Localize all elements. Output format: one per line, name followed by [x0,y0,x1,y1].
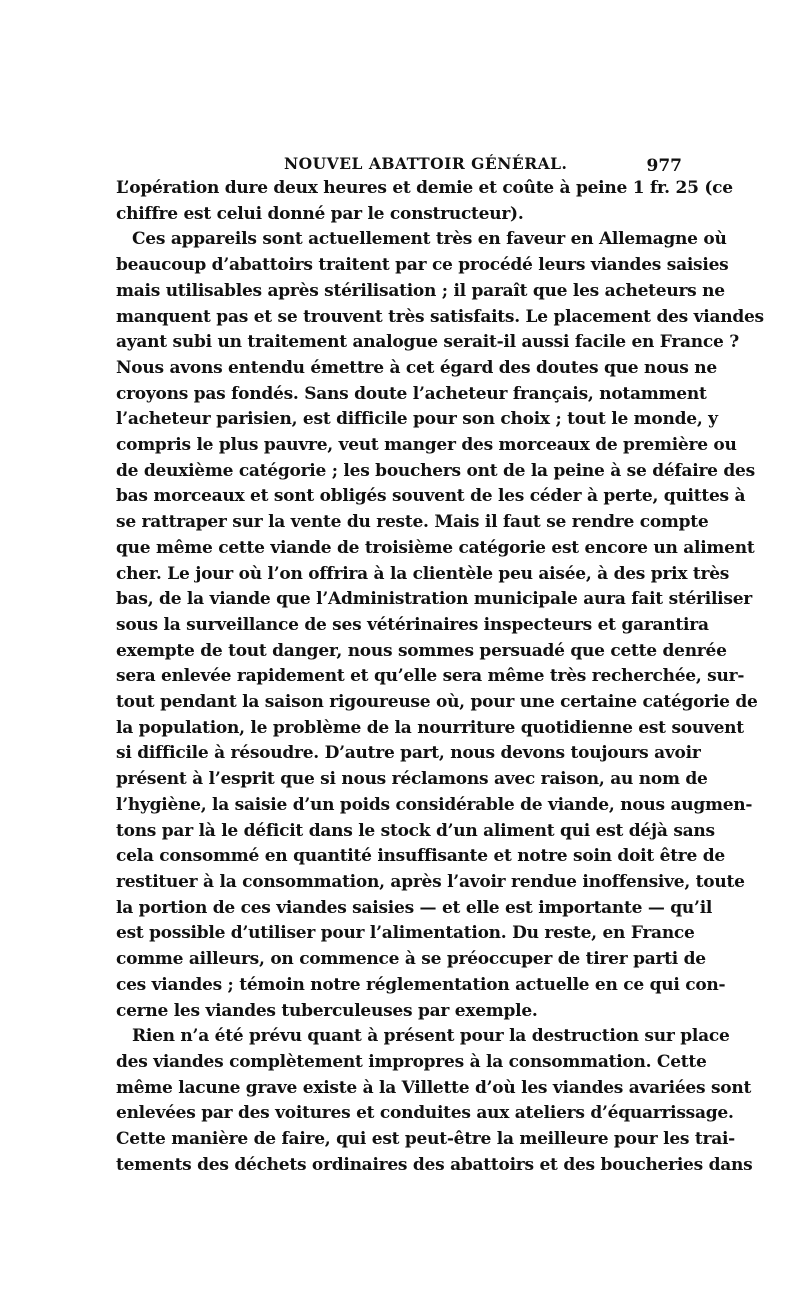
text-line: L’opération dure deux heures et demie et coûte à peine 1 fr. 25 (ce [116,178,733,198]
text-line: croyons pas fondés. Sans doute l’acheteur français, notamment [116,383,707,404]
page-number: 977 [646,156,682,176]
text-line: est possible d’utiliser pour l’alimentation. Du reste, en France [116,923,695,944]
text-line: tons par là le déficit dans le stock d’un aliment qui est déjà sans [116,820,715,841]
text-line: exempte de tout danger, nous sommes persuadé que cette denrée [116,640,727,661]
text-line: l’acheteur parisien, est difficile pour son choix ; tout le monde, y [116,409,718,430]
text-line: ces viandes ; témoin notre réglementation actuelle en ce qui con- [116,974,726,995]
text-line: enlevées par des voitures et conduites aux ateliers d’équarrissage. [116,1103,734,1124]
text-line: ayant subi un traitement analogue serait-il aussi facile en France ? [116,332,739,353]
text-line: restituer à la consommation, après l’avoir rendue inoffensive, toute [116,871,745,892]
text-line: l’hygiène, la saisie d’un poids considérable de viande, nous augmen- [116,794,753,815]
text-line: même lacune grave existe à la Villette d’où les viandes avariées sont [116,1077,752,1098]
text-line: tements des déchets ordinaires des abattoirs et des boucheries dans [116,1154,753,1175]
text-line: cher. Le jour où l’on offrira à la clientèle peu aisée, à des prix très [116,563,730,584]
text-line: compris le plus pauvre, veut manger des morceaux de première ou [116,435,737,456]
text-line: cerne les viandes tuberculeuses par exemple. [116,1000,538,1021]
text-line: de deuxième catégorie ; les bouchers ont de la peine à se défaire des [116,460,755,481]
text-line: la population, le problème de la nourriture quotidienne est souvent [116,717,744,738]
text-line: bas morceaux et sont obligés souvent de les céder à perte, quittes à [116,486,746,507]
text-line: cela consommé en quantité insuffisante et notre soin doit être de [116,846,725,867]
text-line: présent à l’esprit que si nous réclamons avec raison, au nom de [116,769,708,790]
body-text [116,176,764,1178]
text-line: bas, de la viande que l’Administration municipale aura fait stériliser [116,589,752,610]
text-line: sera enlevée rapidement et qu’elle sera même très recherchée, sur- [116,666,745,687]
text-line: chiffre est celui donné par le constructeur). [116,203,524,224]
running-title: NOUVEL ABATTOIR GÉNÉRAL. [284,154,568,173]
text-line: comme ailleurs, on commence à se préoccuper de tirer parti de [116,949,706,970]
text-line: la portion de ces viandes saisies — et elle est importante — qu’il [116,897,713,918]
text-line: sous la surveillance de ses vétérinaires inspecteurs et garantira [116,614,709,635]
text-line: Cette manière de faire, qui est peut-être la meilleure pour les trai- [116,1129,735,1150]
page-header [116,146,686,176]
text-line: si difficile à résoudre. D’autre part, nous devons toujours avoir [116,743,701,764]
text-line: se rattraper sur la vente du reste. Mais il faut se rendre compte [116,512,709,533]
text-line: que même cette viande de troisième catégorie est encore un aliment [116,537,755,558]
text-line: mais utilisables après stérilisation ; il paraît que les acheteurs ne [116,280,725,301]
text-line: Rien n’a été prévu quant à présent pour la destruction sur place [132,1026,730,1047]
text-line: tout pendant la saison rigoureuse où, pour une certaine catégorie de [116,692,758,713]
text-line: beaucoup d’abattoirs traitent par ce procédé leurs viandes saisies [116,255,729,276]
book-page [116,146,764,1178]
text-line: Nous avons entendu émettre à cet égard des doutes que nous ne [116,357,717,378]
text-line: Ces appareils sont actuellement très en faveur en Allemagne où [132,229,727,250]
text-line: manquent pas et se trouvent très satisfaits. Le placement des viandes [116,306,764,327]
text-line: des viandes complètement impropres à la consommation. Cette [116,1051,707,1072]
